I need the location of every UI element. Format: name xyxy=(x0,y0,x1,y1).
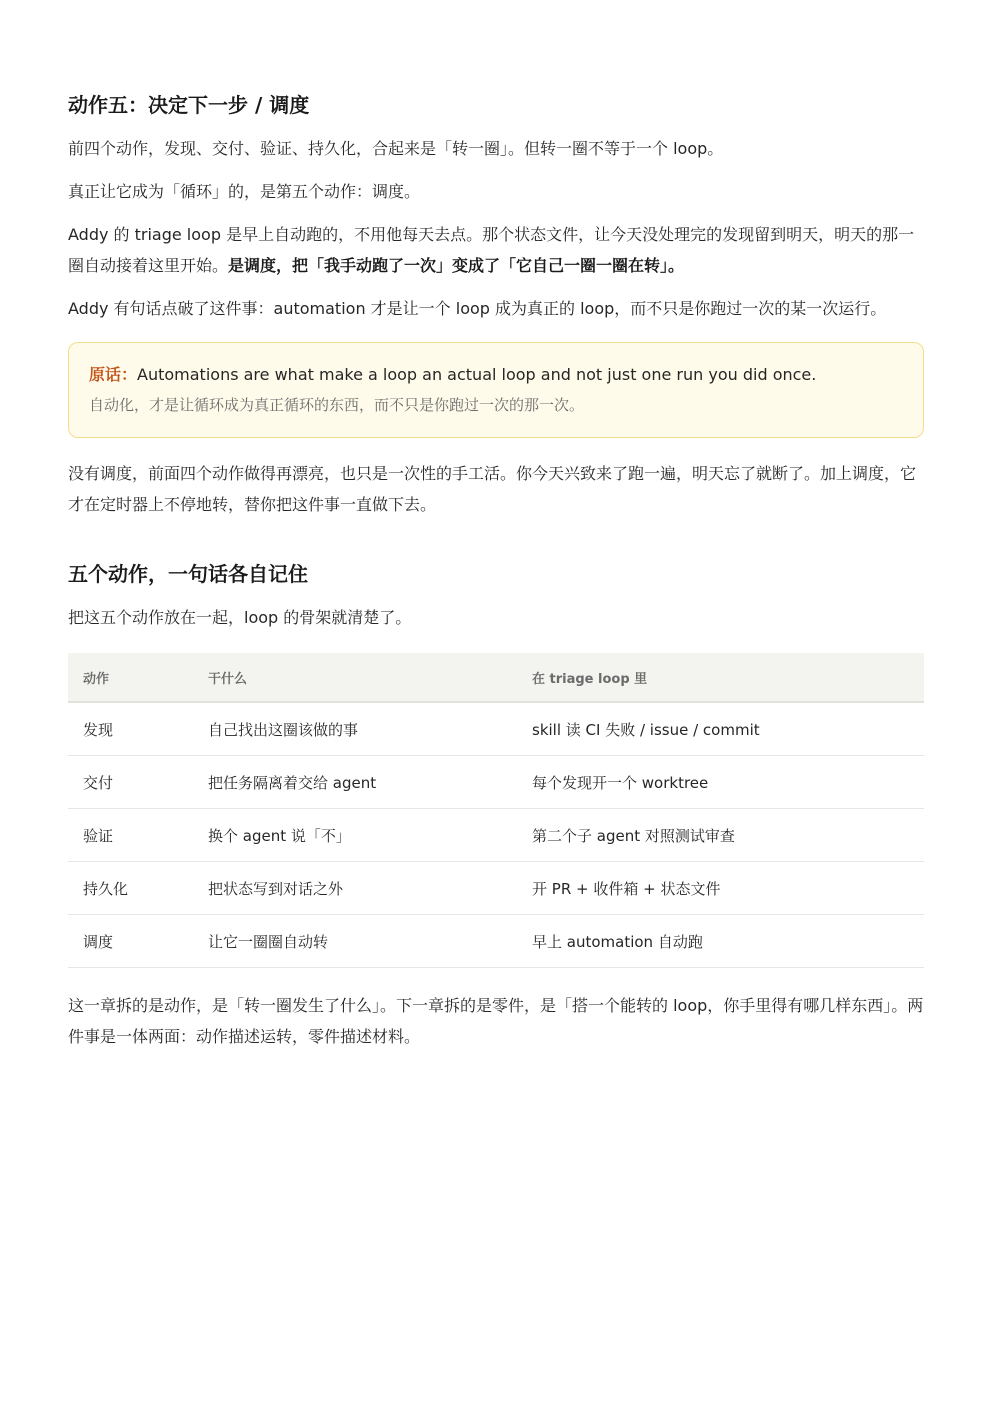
column-header: 动作 xyxy=(68,653,193,702)
table-cell: 每个发现开一个 worktree xyxy=(517,756,924,809)
paragraph: 这一章拆的是动作，是「转一圈发生了什么」。下一章拆的是零件，是「搭一个能转的 loop，你手里得有哪几样东西」。两件事是一体两面：动作描述运转，零件描述材料。 xyxy=(68,996,924,1046)
quote-text: Automations are what make a loop an actual loop and not just one run you did once. xyxy=(137,365,817,384)
table-cell: 开 PR + 收件箱 + 状态文件 xyxy=(517,862,924,915)
table-row xyxy=(68,862,924,915)
quote-line xyxy=(89,361,903,389)
table-cell: 换个 agent 说「不」 xyxy=(193,809,517,862)
table-cell: 第二个子 agent 对照测试审查 xyxy=(517,809,924,862)
paragraph: 把这五个动作放在一起，loop 的骨架就清楚了。 xyxy=(68,608,412,627)
emphasis-text: 是调度，把「我手动跑了一次」变成了「它自己一圈一圈在转」。 xyxy=(228,256,685,275)
paragraph: 没有调度，前面四个动作做得再漂亮，也只是一次性的手工活。你今天兴致来了跑一遍，明天忘了就断了。加上调度，它才在定时器上不停地转，替你把这件事一直做下去。 xyxy=(68,464,917,514)
table-row xyxy=(68,809,924,862)
section-heading: 动作五：决定下一步 / 调度 xyxy=(68,93,310,117)
table-cell: 把状态写到对话之外 xyxy=(193,862,517,915)
table-cell: 交付 xyxy=(68,756,193,809)
paragraph: Addy 有句话点破了这件事：automation 才是让一个 loop 成为真正的 loop，而不只是你跑过一次的某一次运行。 xyxy=(68,299,887,318)
quote-label: 原话： xyxy=(89,365,138,384)
table-cell: 让它一圈圈自动转 xyxy=(193,915,517,968)
table-header-row xyxy=(68,653,924,702)
quote-translation: 自动化，才是让循环成为真正循环的东西，而不只是你跑过一次的那一次。 xyxy=(89,396,585,414)
table-cell: 调度 xyxy=(68,915,193,968)
table-row xyxy=(68,756,924,809)
actions-table xyxy=(68,653,924,968)
table-cell: 早上 automation 自动跑 xyxy=(517,915,924,968)
quote-callout xyxy=(68,342,924,438)
table-cell: 验证 xyxy=(68,809,193,862)
paragraph: 前四个动作，发现、交付、验证、持久化，合起来是「转一圈」。但转一圈不等于一个 loop。 xyxy=(68,139,724,158)
paragraph-text: Addy 的 triage loop 是早上自动跑的，不用他每天去点。那个状态文件，让今天没处理完的发现留到明天，明天的那一圈自动接着这里开始。 xyxy=(68,225,915,275)
table-cell: 持久化 xyxy=(68,862,193,915)
column-header: 在 triage loop 里 xyxy=(517,653,924,702)
table-cell: 发现 xyxy=(68,702,193,756)
paragraph: 真正让它成为「循环」的，是第五个动作：调度。 xyxy=(68,182,421,201)
table-row xyxy=(68,915,924,968)
section-heading: 五个动作，一句话各自记住 xyxy=(68,562,308,586)
paragraph xyxy=(68,219,924,281)
table-cell: skill 读 CI 失败 / issue / commit xyxy=(517,702,924,756)
table-cell: 自己找出这圈该做的事 xyxy=(193,702,517,756)
table-cell: 把任务隔离着交给 agent xyxy=(193,756,517,809)
column-header: 干什么 xyxy=(193,653,517,702)
table-row xyxy=(68,702,924,756)
